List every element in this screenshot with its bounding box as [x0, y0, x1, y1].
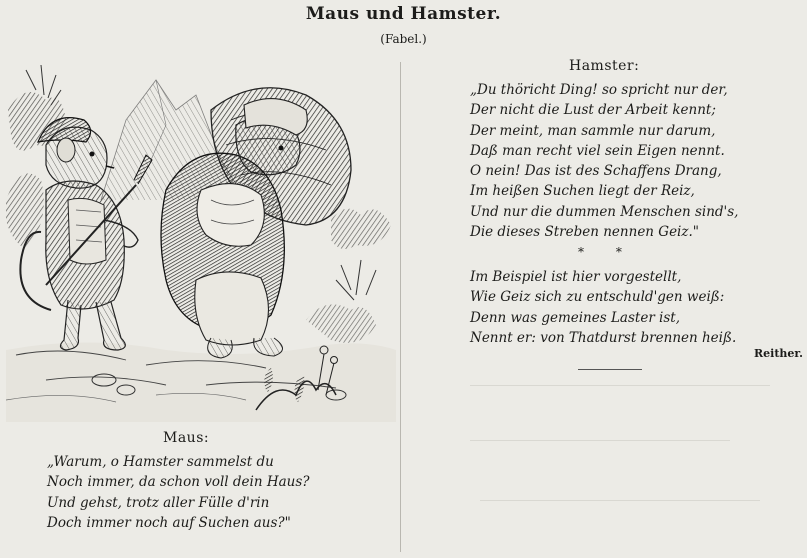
verse-line: Und gehst, trotz aller Fülle d'rin — [47, 494, 270, 511]
verse-line: Daß man recht viel sein Eigen nennt. — [470, 142, 725, 159]
hamster-verse — [470, 80, 738, 242]
verse-line: Im heißen Suchen liegt der Reiz, — [470, 183, 695, 200]
maus-verse — [47, 452, 310, 533]
verse-line: Der nicht die Lust der Arbeit kennt; — [470, 102, 716, 119]
verse-line: Noch immer, da schon voll dein Haus? — [47, 474, 310, 491]
verse-line: Wie Geiz sich zu entschuld'gen weiß: — [470, 289, 725, 306]
author-signature: Reither. — [754, 347, 804, 360]
page-subtitle: (Fabel.) — [380, 32, 427, 46]
bleed-through-line — [470, 385, 770, 386]
ground — [6, 343, 396, 423]
verse-line: „Du thöricht Ding! so spricht nur der, — [470, 82, 728, 98]
maus-heading: Maus: — [163, 430, 210, 446]
page-title: Maus und Hamster. — [305, 4, 502, 24]
bleed-through-line — [480, 500, 760, 501]
section-separator: * * — [578, 245, 636, 259]
verse-line: Doch immer noch auf Suchen aus?" — [47, 514, 291, 531]
moral-verse — [470, 267, 736, 348]
engraving-illustration — [6, 50, 396, 422]
verse-line: „Warum, o Hamster sammelst du — [47, 454, 274, 470]
right-shrubbery — [306, 209, 391, 343]
verse-line: Der meint, man sammle nur darum, — [470, 122, 716, 139]
verse-line: O nein! Das ist des Schaffens Drang, — [470, 163, 722, 180]
verse-line: Nennt er: von Thatdurst brennen heiß. — [470, 329, 737, 346]
verse-line: Im Beispiel ist hier vorgestellt, — [470, 269, 682, 285]
verse-line: Und nur die dummen Menschen sind's, — [470, 203, 739, 220]
hamster-heading: Hamster: — [569, 58, 640, 74]
closing-rule — [578, 369, 642, 370]
verse-line: Denn was gemeines Laster ist, — [470, 309, 681, 326]
column-divider — [400, 62, 401, 552]
bleed-through-line — [470, 440, 730, 441]
verse-line: Die dieses Streben nennen Geiz." — [470, 224, 699, 241]
